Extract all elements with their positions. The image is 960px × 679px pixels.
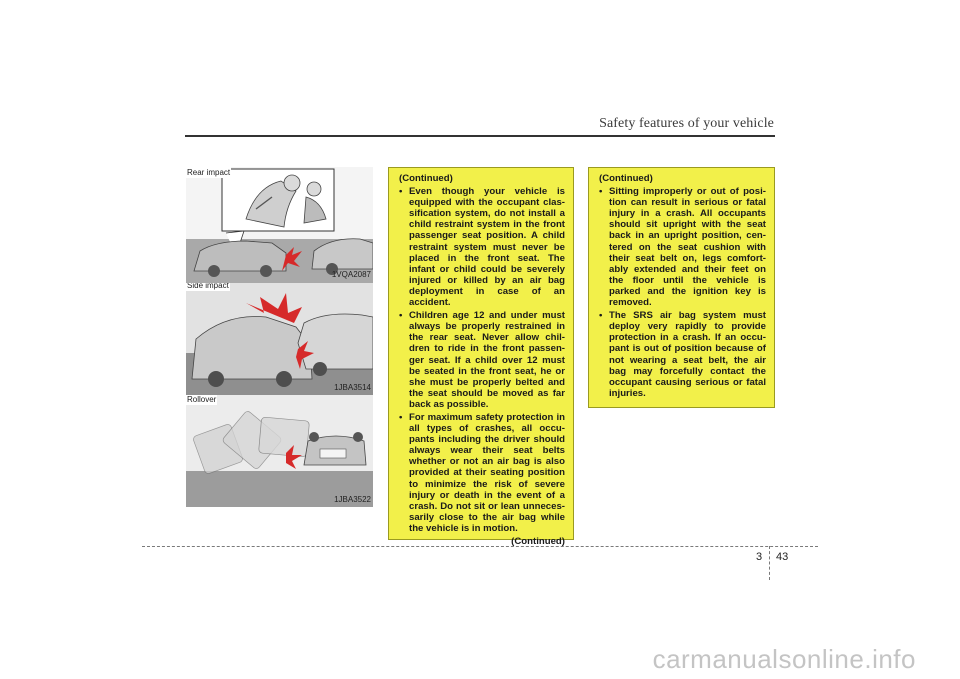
page-number: 43 xyxy=(776,551,789,563)
continued-label: (Continued) xyxy=(599,173,653,184)
figure-label: Rollover xyxy=(187,395,217,404)
warning-bullet: • The SRS air bag system must deploy very rapidly to provide protection in a crash. If an occu-pant is out of position because of not wearing a seat belt, the air bag may forcefully contact the occupant causing serious or fatal injuries. xyxy=(597,310,766,399)
figure-label: Rear impact xyxy=(187,168,231,177)
warning-bullet: • Children age 12 and under must always be properly restrained in the rear seat. Never allow chil-dren to ride in the front passen-ger seat. If a child over 12 must be seated in the front seat, he or she must be properly belted and the seat should be moved as far back as possible. xyxy=(397,310,565,410)
figure-code: 1JBA3522 xyxy=(334,495,371,504)
rear-impact-illustration xyxy=(186,167,373,283)
rollover-illustration xyxy=(186,395,373,507)
figure-label: Side impact xyxy=(186,283,230,291)
footer-rule xyxy=(142,546,818,547)
figure-code: 1JBA3514 xyxy=(334,383,371,392)
page-number-divider xyxy=(769,546,770,580)
warning-bullet: • Even though your vehicle is equipped with the occupant clas-sification system, do not install a child restraint system in the front passenger seat position. A child restraint system must never be placed in the front seat. The infant or child could be severely injured or killed by an air bag deployment in case of an accident. xyxy=(397,186,565,308)
page-header-title: Safety features of your vehicle xyxy=(599,116,774,131)
warning-box-left xyxy=(388,167,574,547)
figure-rear-impact xyxy=(186,167,373,283)
figure-rollover xyxy=(186,395,373,507)
watermark: carmanualsonline.info xyxy=(652,644,916,674)
warning-bullet: • Sitting improperly or out of posi-tion can result in serious or fatal injury in a crash. All occupants should sit upright with the seat back in an upright position, cen-tered on the seat cushion with their seat belt on, legs comfort-ably extended and their feet on the floor until the vehicle is parked and the ignition key is removed. xyxy=(597,186,766,308)
continued-label: (Continued) xyxy=(399,173,453,184)
figure-side-impact xyxy=(186,283,373,395)
warning-bullet: • For maximum safety protection in all types of crashes, all occu-pants including the driver should always wear their seat belts whether or not an air bag is also provided at their seating position to minimize the risk of severe injury or death in the event of a crash. Do not sit or lean unneces-sarily close to the air bag while the vehicle is in motion. xyxy=(397,412,565,534)
header-rule xyxy=(185,135,775,137)
warning-box-right xyxy=(588,167,775,408)
figure-code: 1VQA2087 xyxy=(331,270,371,279)
side-impact-illustration xyxy=(186,283,373,395)
continued-label: (Continued) xyxy=(511,536,565,547)
chapter-number: 3 xyxy=(756,551,763,563)
